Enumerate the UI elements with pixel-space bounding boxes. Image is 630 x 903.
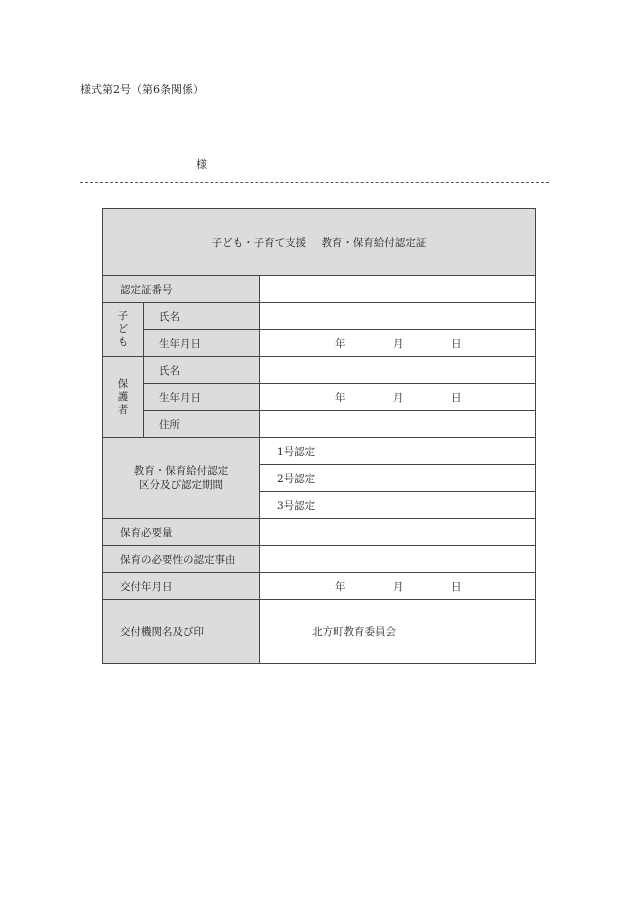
cert-number-value — [260, 276, 536, 303]
necessity-reason-value — [260, 546, 536, 573]
guardian-group-label: 保 護 者 — [103, 357, 144, 438]
title-part2: 教育・保育給付認定証 — [321, 236, 427, 249]
guardian-dob-label: 生年月日 — [144, 384, 260, 411]
issue-date-value: 年 月 日 — [260, 573, 536, 600]
necessity-reason-label: 保育の必要性の認定事由 — [103, 546, 260, 573]
guardian-address-value — [260, 411, 536, 438]
cert-number-label: 認定証番号 — [103, 276, 260, 303]
child-dob-value: 年 月 日 — [260, 330, 536, 357]
guardian-address-label: 住所 — [144, 411, 260, 438]
child-name-value — [260, 303, 536, 330]
guardian-dob-value: 年 月 日 — [260, 384, 536, 411]
issuer-value: 北方町教育委員会 — [260, 600, 536, 664]
certificate-table — [102, 208, 536, 664]
issuer-label: 交付機関名及び印 — [103, 600, 260, 664]
guardian-name-label: 氏名 — [144, 357, 260, 384]
recipient-suffix: 様 — [196, 158, 207, 171]
child-name-label: 氏名 — [144, 303, 260, 330]
issue-date-label: 交付年月日 — [103, 573, 260, 600]
guardian-name-value — [260, 357, 536, 384]
form-number: 様式第2号（第6条関係） — [80, 83, 204, 96]
certificate-title — [103, 209, 536, 276]
cert-type-1: 1号認定 — [260, 438, 536, 465]
title-part1: 子ども・子育て支援 — [211, 236, 307, 249]
child-dob-label: 生年月日 — [144, 330, 260, 357]
cut-line — [80, 182, 549, 183]
classification-label: 教育・保育給付認定 区分及び認定期間 — [103, 438, 260, 519]
necessity-amount-label: 保育必要量 — [103, 519, 260, 546]
cert-type-3: 3号認定 — [260, 492, 536, 519]
necessity-amount-value — [260, 519, 536, 546]
cert-type-2: 2号認定 — [260, 465, 536, 492]
child-group-label: 子 ど も — [103, 303, 144, 357]
